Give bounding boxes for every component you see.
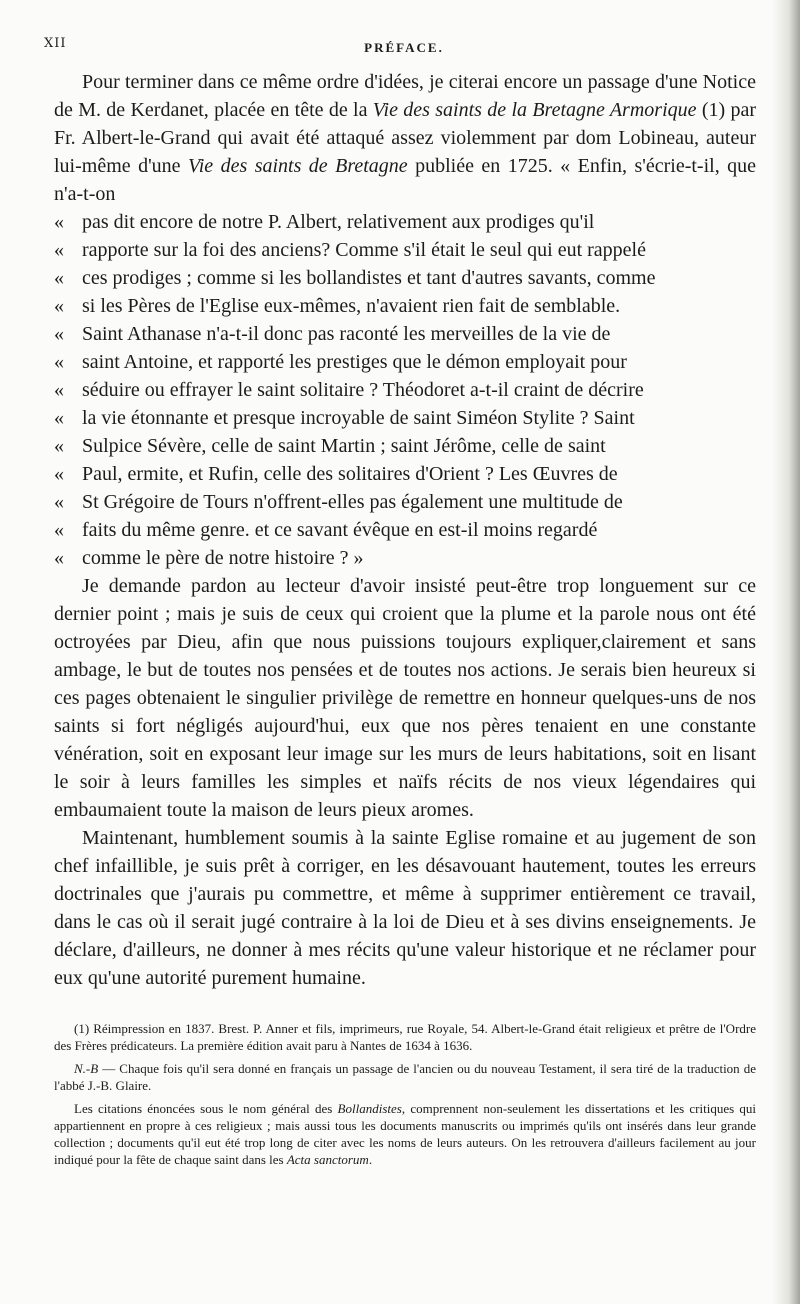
footnote-nb-label: N.-B [74, 1061, 99, 1076]
book-title-vie-des-saints-armorique: Vie des saints de la Bretagne Armorique [372, 99, 697, 121]
footnote-nb [54, 1060, 756, 1094]
quote-line: « ces prodiges ; comme si les bollandistes et tant d'autres savants, comme [54, 267, 656, 289]
paragraph-1-end: publiée en 1725. « Enfin, s'écrie-t-il, que n'a-t-on [54, 155, 757, 205]
quote-line: « rapporte sur la foi des anciens? Comme s'il était le seul qui eut rappelé [54, 239, 646, 261]
quote-line: « Paul, ermite, et Rufin, celle des solitaires d'Orient ? Les Œuvres de [54, 463, 618, 485]
running-head: PRÉFACE. [364, 40, 444, 55]
footnotes [54, 1020, 756, 1174]
quote-line: « séduire ou effrayer le saint solitaire ? Théodoret a-t-il craint de décrire [54, 379, 644, 401]
term-acta-sanctorum: Acta sanctorum [286, 1152, 369, 1167]
term-bollandistes: Bollandistes [337, 1101, 402, 1116]
quote-line: « faits du même genre. et ce savant évêque en est-il moins regardé [54, 519, 598, 541]
quotation-block [54, 208, 756, 572]
main-text [54, 68, 756, 992]
quote-line: « St Grégoire de Tours n'offrent-elles pas également une multitude de [54, 491, 623, 513]
book-title-vie-des-saints-bretagne: Vie des saints de Bretagne [188, 155, 408, 177]
page-edge-shadow [772, 0, 800, 1304]
footnote-nb-text: — Chaque fois qu'il sera donné en français un passage de l'ancien ou du nouveau Testament, il sera tiré de la traduction de l'abbé J.-B. Glaire. [54, 1061, 756, 1093]
page-number: XII [44, 36, 67, 51]
quote-line: « Sulpice Sévère, celle de saint Martin ; saint Jérôme, celle de saint [54, 435, 606, 457]
page-header [44, 36, 764, 56]
quote-line: « la vie étonnante et presque incroyable de saint Siméon Stylite ? Saint [54, 407, 635, 429]
paragraph-1-middle: (1) par Fr. Albert-le-Grand qui avait été attaqué assez violemment par dom Lobineau, auteur lui-même d'une [54, 99, 757, 177]
quote-line: « si les Pères de l'Eglise eux-mêmes, n'avaient rien fait de semblable. [54, 295, 621, 317]
paragraph-2: Je demande pardon au lecteur d'avoir insisté peut-être trop longuement sur ce dernier point ; mais je suis de ceux qui croient que la plume et la parole nous ont été octroyées par Dieu, afin que nous puissions toujours expliquer,clairement et sans ambage, le but de toutes nos pensées et de toutes nos actions. Je serais bien heureux si ces pages obtenaient le singulier privilège de remettre en honneur quelques-uns de nos saints si fort négligés aujourd'hui, eux que nos pères tenaient en une constante vénération, soit en exposant leur image sur les murs de leurs habitations, soit en lisant le soir à leurs familles les simples et naïfs récits de nos vieux légendaires qui embaumaient toute la maison de leurs pieux aromes. [54, 575, 756, 821]
quote-line: « pas dit encore de notre P. Albert, relativement aux prodiges qu'il [54, 211, 595, 233]
quote-line: « Saint Athanase n'a-t-il donc pas raconté les merveilles de la vie de [54, 323, 611, 345]
quote-line: « comme le père de notre histoire ? » [54, 547, 364, 569]
paragraph-1-lead: Pour terminer dans ce même ordre d'idées, je citerai encore un passage d'une Notice de M. de Kerdanet, placée en tête de la [54, 71, 756, 121]
footnote-1: (1) Réimpression en 1837. Brest. P. Anner et fils, imprimeurs, rue Royale, 54. Albert-le-Grand était religieux et prêtre de l'Ordre des Frères prédicateurs. La première édition avait paru à Nantes de 1634 à 1636. [54, 1021, 756, 1053]
paragraph-3: Maintenant, humblement soumis à la sainte Eglise romaine et au jugement de son chef infaillible, je suis prêt à corriger, en les désavouant hautement, toutes les erreurs doctrinales que j'aurais pu commettre, et même à supprimer entièrement ce travail, dans le cas où il serait jugé contraire à la loi de Dieu et à ses divins enseignements. Je déclare, d'ailleurs, ne donner à mes récits qu'une valeur historique et ne réclamer pour eux qu'une autorité purement humaine. [54, 827, 756, 989]
paragraph-1 [54, 68, 756, 208]
quote-line: « saint Antoine, et rapporté les prestiges que le démon employait pour [54, 351, 627, 373]
footnote-bollandistes: Les citations énoncées sous le nom général des Bollandistes, comprennent non-seulement les dissertations et les critiques qui appartiennent en propre à ces religieux ; mais aussi tous les documents manuscrits ou imprimés qu'ils ont insérés dans leur grande collection ; documents qu'il eut été trop long de citer avec les noms de leurs auteurs. On les retrouvera d'ailleurs facilement au jour indiqué pour la fête de chaque saint dans les Acta sanctorum. [54, 1101, 756, 1167]
